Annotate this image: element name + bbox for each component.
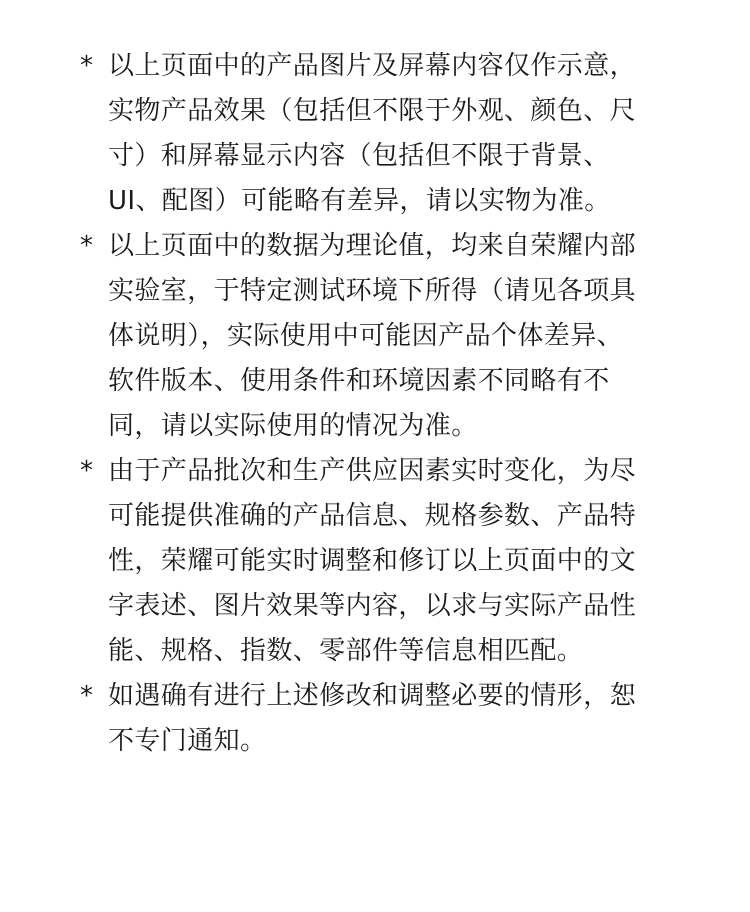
disclaimer-text: 以上页面中的数据为理论值，均来自荣耀内部 实验室，于特定测试环境下所得（请见各项具 体说明），实际使用中可能因产品个体差异、 软件版本、使用条件和环境因素不同略有不 同，请以实际使用的情况为准。: [108, 231, 637, 441]
disclaimer-note: [80, 224, 680, 449]
bullet-asterisk: *: [80, 681, 93, 711]
bullet-asterisk: *: [80, 51, 93, 81]
disclaimer-note: [80, 674, 680, 764]
bullet-asterisk: *: [80, 231, 93, 261]
disclaimer-note: [80, 449, 680, 674]
disclaimer-text: 以上页面中的产品图片及屏幕内容仅作示意， 实物产品效果（包括但不限于外观、颜色、尺 寸）和屏幕显示内容（包括但不限于背景、 UI、配图）可能略有差异，请以实物为准。: [108, 51, 637, 216]
disclaimer-text: 由于产品批次和生产供应因素实时变化，为尽 可能提供准确的产品信息、规格参数、产品特 性，荣耀可能实时调整和修订以上页面中的文 字表述、图片效果等内容，以求与实际产品性 能、规格、指数、零部件等信息相匹配。: [108, 456, 637, 666]
bullet-asterisk: *: [80, 456, 93, 486]
disclaimer-text: 如遇确有进行上述修改和调整必要的情形，恕 不专门通知。: [108, 681, 637, 756]
disclaimer-list: [80, 44, 680, 764]
disclaimer-note: [80, 44, 680, 224]
